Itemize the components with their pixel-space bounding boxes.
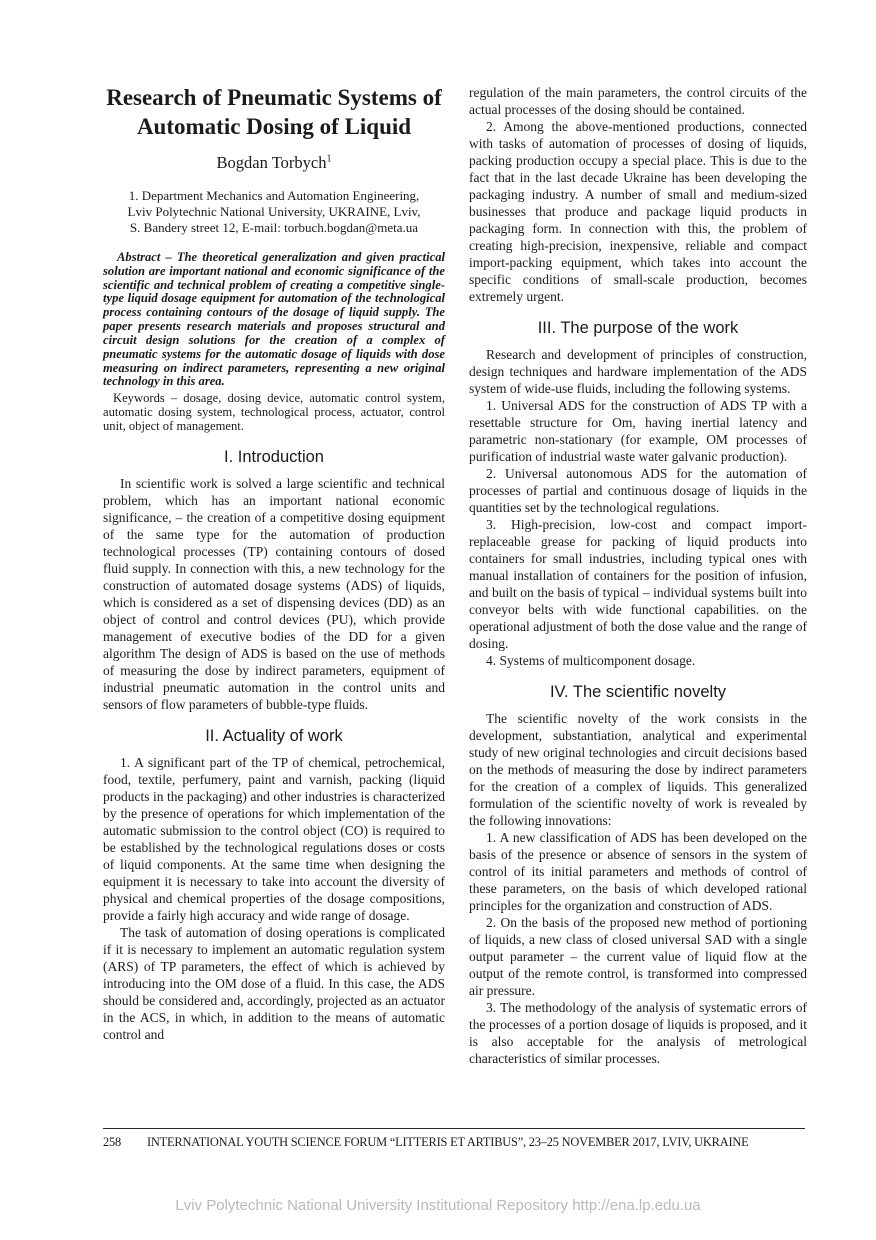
section-heading-actuality: II. Actuality of work (205, 726, 343, 745)
novelty-item-3: 3. The methodology of the analysis of systematic errors of the processes of a portion dosage of liquids is proposed, and it is also acceptable for the analysis of metrological characteristics of similar processes. (469, 1000, 807, 1066)
affiliation-block (103, 188, 445, 236)
affiliation-line: 1. Department Mechanics and Automation Engineering, (128, 187, 420, 203)
page-footer (103, 1128, 805, 1150)
purpose-item-4: 4. Systems of multicomponent dosage. (486, 653, 696, 668)
author-line (103, 153, 445, 173)
section-heading-novelty: IV. The scientific novelty (549, 683, 727, 701)
purpose-item-2: 2. Universal autonomous ADS for the automation of processes of partial and continuous dosage of liquids in the quantities set by the technological regulations. (469, 466, 807, 515)
actuality-paragraph-3: 2. Among the above-mentioned productions, connected with tasks of automation of processes of dosing of liquids, packing production occupy a special place. This is due to the fact that in the last decade Ukraine has been developing the packaging industry. A number of small and medium-sized businesses that produce and package liquid products in packaging form. In connection with this, the problem of creating high-precision, inexpensive, reliable and compact import-packing equipment, which takes into account the specific conditions of small-scale production, becomes extremely urgent. (469, 119, 807, 304)
actuality-continuation-paragraph: regulation of the main parameters, the control circuits of the actual processes of the dosing should be contained. (469, 85, 807, 117)
footer-conference-text: INTERNATIONAL YOUTH SCIENCE FORUM “LITTERIS ET ARTIBUS”, 23–25 NOVEMBER 2017, LVIV, UKRAINE (147, 1135, 749, 1149)
section-heading-introduction: I. Introduction (224, 447, 324, 466)
section-heading-purpose: III. The purpose of the work (537, 319, 739, 337)
author-affiliation-mark: 1 (326, 153, 332, 164)
actuality-paragraph-1: 1. A significant part of the TP of chemical, petrochemical, food, textile, perfumery, paint and varnish, packing (liquid products in the packaging) and other industries is characterized by the presence of operations for which implementation of the automatic submission to the control object (CO) is required to be established by the technological regulations doses or costs of liquid components. At the same time when designing the equipment it is necessary to take into account the diversity of physical and chemical properties of the dosage compositions, provide a fairly high accuracy and wide range of dosage. (103, 754, 445, 923)
actuality-paragraph-2: The task of automation of dosing operations is complicated if it is necessary to implement an automatic regulation system (ARS) of TP parameters, the effect of which is achieved by introducing into the OM dose of a fluid. In this case, the ADS should be considered and, accordingly, projected as an actuator in the ACS, in which, in addition to the means of automatic control and (103, 924, 445, 1042)
two-column-layout (103, 84, 807, 1067)
introduction-paragraph: In scientific work is solved a large scientific and technical problem, which has an important national economic significance, – the creation of a competitive dosing equipment of the same type for the automation of production technological processes (TP) containing contours of dosed fluid supply. In connection with this, a new technology for the construction of automated dosage systems (ADS) of liquids, which is considered as a set of dispensing devices (DD) as an object of control and control devices (PU), which provide management of executive bodies of the DD for a given algorithm The design of ADS is based on the use of methods of measuring the dose by indirect parameters, equipment of industrial pneumatic automation in the control units and sensors of flow parameters of bubble-type fluids. (103, 475, 445, 712)
paper-title: Research of Pneumatic Systems of Automatic Dosing of Liquid (106, 85, 442, 139)
novelty-item-2: 2. On the basis of the proposed new method of portioning of liquids, a new class of closed universal SAD with a single output parameter – the current value of liquid flow at the output of the remote control, is transformed into compressed air pressure. (469, 915, 807, 998)
repository-watermark: Lviv Polytechnic National University Institutional Repository http://ena.lp.edu.ua (175, 1197, 701, 1214)
author-name: Bogdan Torbych (216, 152, 327, 172)
novelty-item-1: 1. A new classification of ADS has been developed on the basis of the presence or absence of sensors in the system of control of its initial parameters and methods of control of these parameters, on the basis of which developed rational principles for the organization and construction of ADS. (469, 830, 807, 913)
purpose-item-3: 3. High-precision, low-cost and compact import-replaceable grease for packing of liquid products into containers for small industries, including typical ones with manual installation of containers for the position of infusion, and built on the basis of typical – individual systems built into conveyor belts with wide functional capabilities. on the operational adjustment of both the dose value and the range of dosing. (469, 517, 807, 651)
keywords-paragraph: Keywords – dosage, dosing device, automatic control system, automatic dosing system, technological process, actuator, control unit, object of management. (103, 391, 445, 434)
left-column (103, 84, 445, 1067)
affiliation-line: S. Bandery street 12, E-mail: torbuch.bogdan@meta.ua (129, 219, 419, 235)
page-number: 258 (103, 1135, 121, 1149)
novelty-paragraph: The scientific novelty of the work consists in the development, substantiation, analytical and experimental study of new original technologies and circuit decisions based on the methods of measuring the dose by indirect parameters for the creation of a complex of liquids. This generalized formulation of the scientific novelty of work is revealed by the following innovations: (469, 711, 807, 828)
affiliation-line: Lviv Polytechnic National University, UKRAINE, Lviv, (127, 203, 421, 219)
purpose-item-1: 1. Universal ADS for the construction of ADS TP with a resettable structure for Om, having inertial latency and parametric non-stationary (for example, OM processes of purification of industrial waste water galvanic production). (469, 398, 807, 464)
right-column (469, 84, 807, 1067)
abstract-paragraph: Abstract – The theoretical generalization and given practical solution are important national and economic significance of the scientific and technical problem of creating a competitive single-type liquid dosage equipment for automation of the technological process containing contours of the dosage of liquid supply. The paper presents research materials and proposes structural and circuit design solutions for the creation of a complex of pneumatic systems for the automatic dosage of liquids with dose measuring on indirect parameters, representing a new original technology in this area. (103, 249, 445, 389)
purpose-paragraph: Research and development of principles of construction, design techniques and hardware implementation of the ADS system of wide-use fluids, including the following systems. (469, 347, 807, 396)
